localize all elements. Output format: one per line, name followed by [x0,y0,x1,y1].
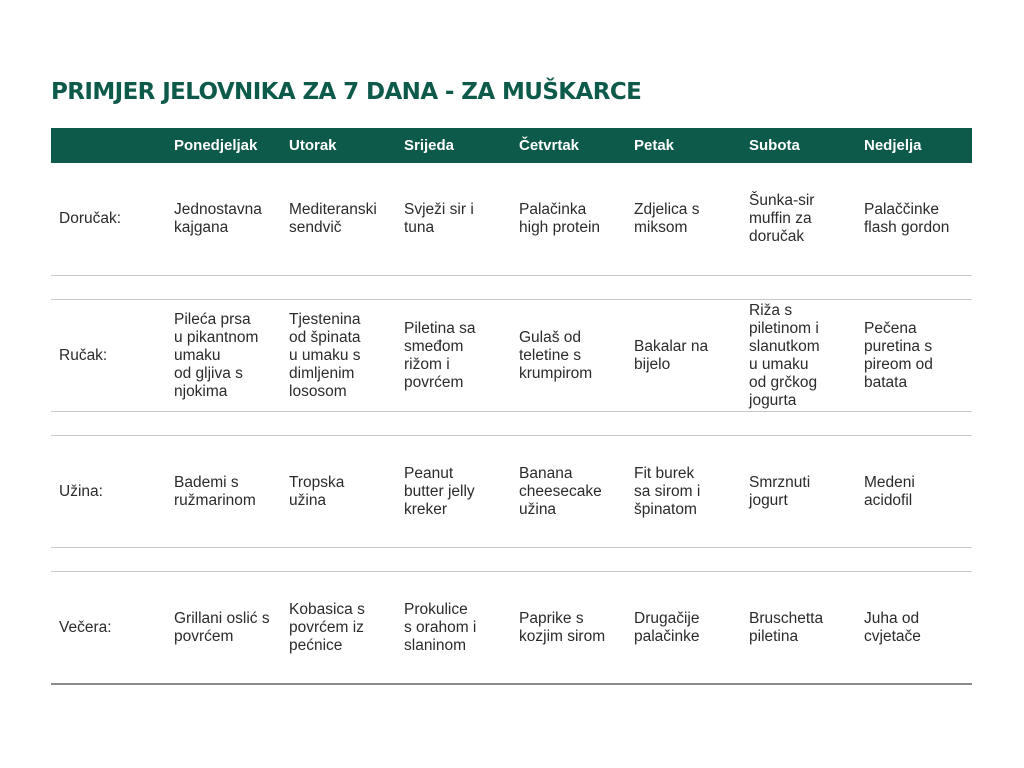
menu-cell [856,572,972,685]
menu-item-text: Piletina sa smeđom rižom i povrćem [404,319,476,391]
menu-item-text: Pečena puretina s pireom od batata [864,319,933,391]
menu-item-text: Tjestenina od špinata u umaku s dimljenim lososom [289,310,361,400]
meal-row-lunch [51,300,972,412]
menu-cell [511,163,626,276]
row-divider [51,412,972,436]
menu-cell [626,436,741,548]
menu-item-text: Drugačije palačinke [634,609,700,645]
menu-item-text: Pileća prsa u pikantnom umaku od gljiva s njokima [174,310,259,400]
menu-item-text: Peanut butter jelly kreker [404,464,475,518]
meal-row-dinner [51,572,972,685]
menu-item-text: Banana cheesecake užina [519,464,602,518]
menu-item-text: Fit burek sa sirom i špinatom [634,464,701,518]
menu-item-text: Kobasica s povrćem iz pećnice [289,600,365,654]
menu-cell [741,163,856,276]
day-header-saturday: Subota [741,128,856,163]
menu-cell [626,163,741,276]
menu-cell [856,163,972,276]
menu-item-text: Bruschetta piletina [749,609,824,645]
menu-cell [281,436,396,548]
menu-item-text: Medeni acidofil [864,473,915,509]
day-header-wednesday: Srijeda [396,128,511,163]
menu-cell [166,436,281,548]
menu-cell [281,300,396,412]
menu-cell [741,300,856,412]
menu-item-text: Tropska užina [289,473,345,509]
day-header-tuesday: Utorak [281,128,396,163]
day-header-thursday: Četvrtak [511,128,626,163]
row-divider [51,276,972,300]
menu-item-text: Svježi sir i tuna [404,201,474,236]
menu-cell [281,572,396,685]
menu-item-text: Bakalar na bijelo [634,337,709,373]
menu-cell [511,300,626,412]
menu-cell [626,300,741,412]
menu-item-text: Mediteranski sendvič [289,201,377,236]
menu-item-text: Palaččinke flash gordon [864,201,950,236]
menu-cell [166,572,281,685]
header-corner [51,128,166,163]
menu-cell [396,572,511,685]
day-header-monday: Ponedjeljak [166,128,281,163]
menu-cell [396,300,511,412]
row-divider-band [51,548,972,572]
menu-cell [741,436,856,548]
menu-item-text: Bademi s ružmarinom [174,473,256,509]
menu-item-text: Grillani oslić s povrćem [174,609,270,645]
menu-cell [166,300,281,412]
menu-cell [511,436,626,548]
menu-item-text: Juha od cvjetače [864,609,921,645]
meal-row-snack [51,436,972,548]
row-divider [51,548,972,572]
meal-label-snack: Užina: [59,482,103,500]
day-header-friday: Petak [626,128,741,163]
meal-label-lunch: Ručak: [59,346,108,364]
menu-item-text: Riža s piletinom i slanutkom u umaku od grčkog jogurta [749,301,820,409]
menu-item-text: Smrznuti jogurt [749,473,811,509]
day-header-sunday: Nedjelja [856,128,972,163]
menu-item-text: Prokulice s orahom i slaninom [404,600,477,654]
menu-cell [396,436,511,548]
meal-label-breakfast: Doručak: [59,210,122,227]
menu-item-text: Šunka-sir muffin za doručak [749,192,815,245]
meal-label-dinner: Večera: [59,618,112,636]
menu-cell [281,163,396,276]
page-title: PRIMJER JELOVNIKA ZA 7 DANA - ZA MUŠKARCE [51,79,642,105]
menu-item-text: Palačinka high protein [519,201,601,236]
weekly-menu-table [51,128,972,685]
menu-cell [741,572,856,685]
menu-cell [511,572,626,685]
menu-cell [856,300,972,412]
menu-item-text: Gulaš od teletine s krumpirom [519,328,593,382]
menu-cell [396,163,511,276]
meal-row-breakfast [51,163,972,276]
menu-cell [166,163,281,276]
table-bottom-rule [51,684,972,685]
menu-cell [626,572,741,685]
row-divider-band [51,412,972,436]
day-header-row [51,128,972,163]
menu-item-text: Zdjelica s miksom [634,201,700,236]
table-bottom-rule-line [51,684,972,685]
menu-cell [856,436,972,548]
menu-item-text: Jednostavna kajgana [174,201,262,236]
menu-item-text: Paprike s kozjim sirom [519,609,606,645]
row-divider-band [51,276,972,300]
